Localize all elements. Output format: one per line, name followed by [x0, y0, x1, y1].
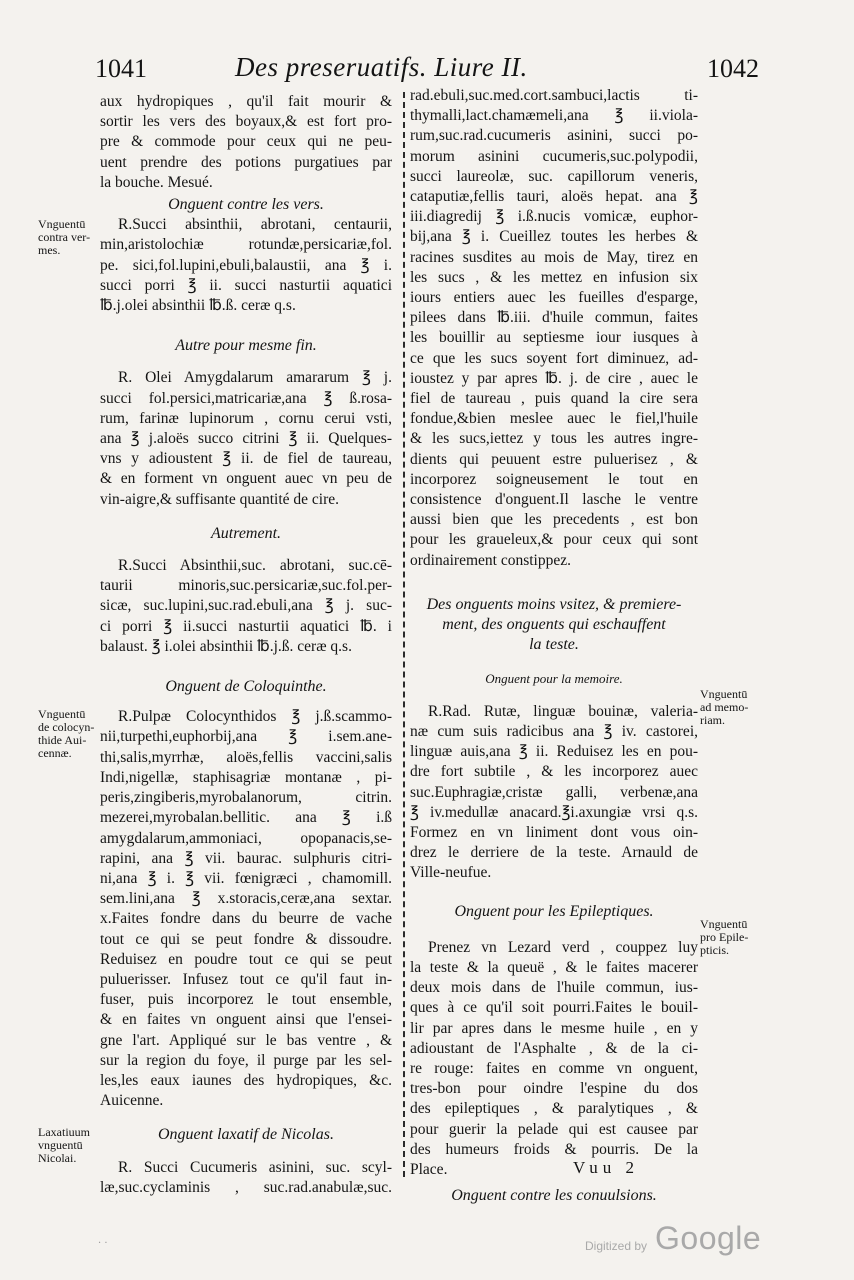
page-number-left: 1041 [95, 54, 147, 83]
left-text-column [100, 92, 392, 1198]
text-line: ce que les sucs soyent fort diminuez, ad- [410, 349, 698, 367]
text-line: puluerisser. Infusez tout ce qu'il faut in- [100, 970, 392, 988]
page-number-right: 1042 [707, 54, 759, 83]
margin-note-epilepticis: Vnguentū pro Epile- pticis. [700, 917, 749, 957]
text-line: drez le derriere de la teste. Arnauld de [410, 844, 698, 862]
text-line: dients qui peuuent estre puluerisez , & [410, 450, 698, 468]
text-line: rum,suc.rad.cucumeris asinini, succi po- [410, 127, 698, 145]
margin-note-vers: Vnguentū contra ver- mes. [38, 217, 91, 257]
text-line: vns y adioustent ℥ ii. de fiel de taureau, [100, 450, 392, 468]
section-heading: ment, des onguents qui eschauffent [442, 616, 666, 634]
text-line: Reduisez en poudre tout ce qui se peut [100, 950, 392, 968]
text-line: sem.lini,ana ℥ x.storacis,ceræ,ana sextar. [100, 890, 392, 908]
text-line: Prenez vn Lezard verd , couppez luy [428, 938, 698, 956]
text-line: succi porri ℥ ii. succi nasturtii aquatici [100, 276, 392, 294]
text-line: ℔.j.olei absinthii ℔.ß. ceræ q.s. [100, 297, 296, 315]
text-line: lir par apres dans le mesme huile , en y [410, 1019, 698, 1037]
column-divider [403, 92, 405, 1177]
text-line: R.Succi absinthii, abrotani, centaurii, [118, 216, 392, 234]
text-line: bij,ana ℥ i. Cueillez toutes les herbes & [410, 228, 698, 246]
right-text-column [410, 86, 698, 1206]
text-line: R.Rad. Rutæ, linguæ bouinæ, valeria- [428, 702, 698, 720]
text-line: R. Succi Cucumeris asinini, suc. scyl- [118, 1158, 392, 1176]
text-line: dre fort subtile , & les incorporez auec [410, 763, 698, 781]
text-line: gne l'art. Appliqué sur le bas ventre , & [100, 1031, 392, 1049]
running-title: Des preseruatifs. Liure II. [235, 52, 528, 82]
text-line: mezerei,myrobalan.bellitic. ana ℥ i.ß [100, 809, 392, 827]
text-line: succi laureolæ, suc. capillorum veneris, [410, 167, 698, 185]
scan-smudge: · · [98, 1238, 108, 1249]
margin-note-nicolai: Laxatiuum vnguentū Nicolai. [38, 1125, 90, 1165]
text-line: des epileptiques , & paralytiques , & [410, 1100, 698, 1118]
text-line: les,les eaux iaunes des hydropiques, &c. [100, 1071, 392, 1089]
text-line: rad.ebuli,suc.med.cort.sambuci,lactis ti- [410, 87, 698, 104]
margin-note-colocynthide: Vnguentū de colocyn- thide Aui- cennæ. [38, 707, 95, 760]
text-line: les sucs , & les mettez en infusion six [410, 268, 698, 286]
text-line: fiel de taureau , puis quand la cire sera [410, 390, 698, 408]
text-line: sicæ, suc.lupini,suc.rad.ebuli,ana ℥ j. suc- [100, 597, 392, 615]
text-line: fondue,&bien meslee auec le fiel,l'huile [410, 410, 698, 428]
margin-note-memoriam: Vnguentū ad memo- riam. [700, 687, 749, 727]
text-line: aux hydropiques , qu'il fait mourir & [100, 93, 392, 110]
google-logo: Google [655, 1220, 762, 1256]
text-line: taurii minoris,suc.persicariæ,suc.fol.per- [100, 577, 392, 595]
text-line: racines susdites au mois de May, tirez en [410, 248, 698, 266]
section-heading: Onguent de Coloquinthe. [165, 678, 327, 696]
text-line: pour guerir la pelade qui est causee par [410, 1120, 698, 1138]
text-line: x.Faites fondre dans du beurre de vache [100, 910, 392, 928]
text-line: Indi,nigellæ, staphisagriæ montanæ , pi- [100, 768, 392, 786]
text-line: sortir les vers des boyaux,& est fort pro- [100, 113, 392, 131]
text-line: adioustant de l'Asphalte , & de la ci- [410, 1039, 698, 1057]
text-line: des humeurs froids & pourris. De la [410, 1140, 698, 1158]
text-line: deux mois dans de l'huile commun, ius- [410, 979, 698, 997]
text-line: la teste & la queuë , & le faites macerer [410, 958, 698, 976]
text-line: ioustez y par apres ℔. j. de cire , auec le [410, 369, 698, 387]
section-heading: Onguent contre les conuulsions. [451, 1187, 657, 1205]
text-line: les bouillir au septiesme iour iusques à [410, 329, 698, 347]
signature-mark: Vuu 2 [573, 1158, 640, 1177]
text-line: thymalli,lact.chamæmeli,ana ℥ ii.viola- [410, 107, 698, 125]
text-line: ques à ce qu'il soit pourri.Faites le bouil- [410, 999, 698, 1017]
text-line: rapini, ana ℥ vii. baurac. sulphuris citri- [100, 849, 392, 867]
text-line: peris,zingiberis,myrobalanorum, citrin. [100, 789, 392, 807]
text-line: uent prendre des potions purgatiues par [100, 153, 392, 171]
text-line: ci porri ℥ ii.succi nasturtii aquatici ℔. i [100, 617, 392, 635]
text-line: Formez en vn liniment dont vous oin- [410, 823, 698, 841]
text-line: Ville-neufue. [410, 864, 492, 882]
text-line: consistence d'onguent.Il lasche le ventre [410, 491, 698, 509]
text-line: ordinairement constippez. [410, 551, 571, 569]
text-line: & en faites vn onguent ainsi que l'ensei- [100, 1011, 392, 1029]
text-line: ni,ana ℥ i. ℥ vii. fœnigræci , chamomill. [100, 869, 392, 887]
section-heading: Onguent pour les Epileptiques. [454, 902, 654, 920]
text-line: læ,suc.cyclaminis , suc.rad.anabulæ,suc. [100, 1178, 392, 1196]
text-line: pilees dans ℔.iii. d'huile commun, faites [410, 309, 698, 327]
text-line: vin-aigre,& suffisante quantité de cire. [100, 490, 340, 508]
section-heading: Onguent pour la memoire. [485, 671, 623, 687]
text-line: pre & commode pour ceux qui ne peu- [100, 133, 392, 151]
text-line: fuser, puis incorporez le tout ensemble, [100, 991, 392, 1009]
text-line: iii.diagredij ℥ i.ß.nucis vomicæ, euphor- [410, 208, 698, 226]
text-line: morum asinini cucumeris,suc.polypodii, [410, 147, 698, 165]
section-heading: Autrement. [210, 524, 282, 542]
section-heading: Onguent contre les vers. [168, 196, 324, 214]
section-heading: Des onguents moins vsitez, & premiere- [426, 595, 682, 613]
text-line: & en forment vn onguent auec vn peu de [100, 470, 392, 488]
text-line: ℥ iv.medullæ anacard.℥i.axungiæ vrsi q.s. [410, 803, 698, 821]
text-line: Place. [410, 1160, 448, 1178]
text-line: succi fol.persici,matricariæ,ana ℥ ß.rosa- [100, 389, 392, 407]
section-heading: Autre pour mesme fin. [175, 337, 317, 355]
text-line: sur la region du foye, il purge par les sel- [100, 1051, 392, 1069]
text-line: næ cum suis radicibus ana ℥ iv. castorei, [410, 722, 698, 740]
section-heading: Onguent laxatif de Nicolas. [158, 1126, 334, 1144]
text-line: pour les graueleux,& pour ceux qui sont [410, 531, 698, 549]
text-line: linguæ auis,ana ℥ ii. Reduisez les en pou- [410, 743, 698, 761]
text-line: tres-bon pour oindre l'espine du dos [410, 1080, 698, 1098]
text-line: incorporez soigneusement le tout en [410, 470, 698, 488]
text-line: cataputiæ,fellis tauri, aloës hepat. ana ℥ [410, 188, 698, 206]
section-heading: la teste. [529, 636, 579, 654]
text-line: nii,turpethi,euphorbij,ana ℥ i.sem.ane- [100, 728, 392, 746]
text-line: tout ce qui se peut fondre & dissoudre. [100, 930, 392, 948]
text-line: min,aristolochiæ rotundæ,persicariæ,fol. [100, 236, 392, 254]
text-line: pe. sici,fol.lupini,ebuli,balaustii, ana ℥ i. [100, 256, 392, 274]
text-line: iours entiers auec les fueilles d'esparge, [410, 289, 698, 307]
text-line: ana ℥ j.aloës succo citrini ℥ ii. Quelques- [100, 430, 392, 448]
text-line: la bouche. Mesué. [100, 173, 213, 191]
text-line: R.Succi Absinthii,suc. abrotani, suc.cē- [118, 557, 392, 575]
text-line: amygdalarum,ammoniaci, opopanacis,se- [100, 829, 392, 847]
text-line: R.Pulpæ Colocynthidos ℥ j.ß.scammo- [118, 708, 392, 726]
text-line: R. Olei Amygdalarum amararum ℥ j. [118, 369, 392, 387]
text-line: rum, farinæ lupinorum , cornu cerui vsti, [100, 409, 392, 427]
text-line: thi,salis,myrrhæ, aloës,fellis vaccini,salis [100, 748, 392, 766]
text-line: & les sucs,iettez y tous les autres ingre- [410, 430, 698, 448]
text-line: re rouge: faites en comme vn onguent, [410, 1059, 698, 1077]
text-line: suc.Euphragiæ,cristæ galli, verbenæ,ana [410, 783, 698, 801]
text-line: aussi bien que les precedents , est bon [410, 511, 698, 529]
digitized-by-text: Digitized by [585, 1239, 648, 1253]
text-line: Auicenne. [100, 1092, 164, 1110]
text-line: balaust. ℥ i.olei absinthii ℔.j.ß. ceræ q.s. [100, 637, 352, 655]
